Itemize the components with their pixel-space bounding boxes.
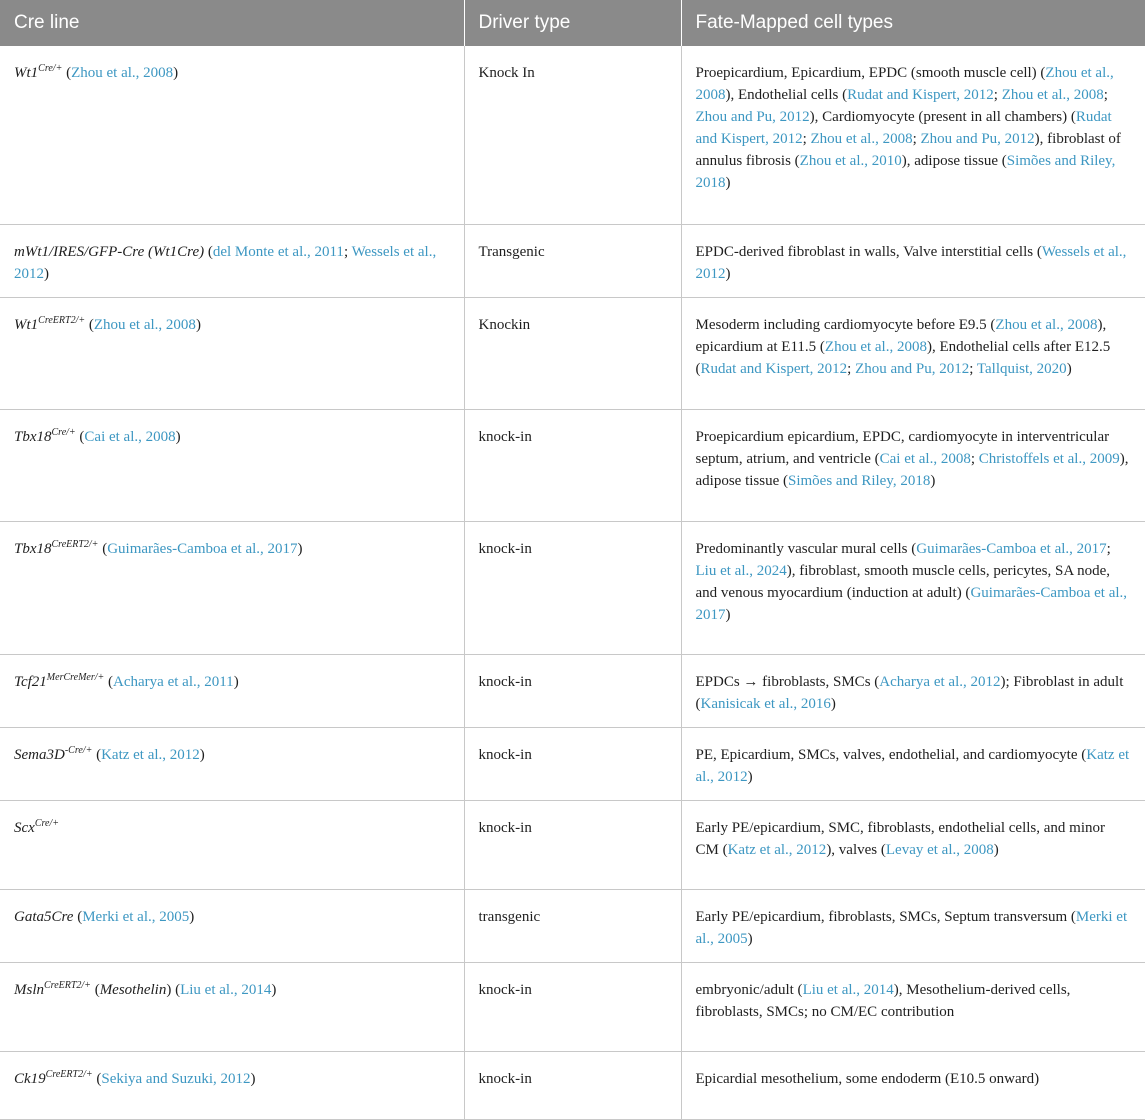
fate-text: ): [725, 606, 731, 623]
table-row: [0, 409, 1145, 521]
fate-mapped-cell: [681, 46, 1145, 224]
table-row: [0, 727, 1145, 800]
citation-link[interactable]: Guimarães-Camboa et al., 2017: [107, 540, 298, 557]
citation-link[interactable]: Zhou et al., 2008: [810, 131, 913, 147]
fate-text: ), valves (: [826, 841, 886, 858]
fate-text: ): [930, 472, 936, 489]
fate-text: ), Cardiomyocyte (present in all chambers) (: [809, 109, 1076, 125]
fate-text: ): [725, 175, 731, 191]
citation-link[interactable]: Merki et al., 2005: [695, 908, 1128, 947]
citation-link[interactable]: Katz et al., 2012: [101, 746, 200, 763]
citation-link[interactable]: Acharya et al., 2012: [879, 673, 1001, 690]
table-row: [0, 297, 1145, 409]
citation-link[interactable]: Merki et al., 2005: [82, 908, 190, 925]
fate-text: ), fibroblast, smooth muscle cells, pericytes, SA node, and venous myocardium (induction at adult) (: [695, 562, 1111, 601]
cre-line-cell: $Tbx18^{CreERT2/+}$ (Guimarães-Camboa et al., 2017): [0, 521, 464, 654]
fate-text: ): [747, 930, 753, 947]
cre-line-name: Sema3D: [14, 746, 65, 763]
citation-link[interactable]: Zhou et al., 2010: [799, 153, 902, 169]
driver-type-cell: knock-in: [464, 654, 681, 727]
cre-line-superscript: CreERT2/+: [51, 538, 99, 550]
cre-line-cell: Gata5Cre (Merki et al., 2005): [0, 889, 464, 962]
cre-line-superscript: -Cre/+: [64, 744, 93, 756]
fate-text: ): [747, 768, 753, 785]
fate-text: ;: [912, 131, 921, 147]
fate-text: embryonic/adult (: [695, 981, 803, 998]
cre-line-cell: [0, 800, 464, 889]
fate-text: ;: [847, 360, 856, 377]
citation-link[interactable]: Rudat and Kispert, 2012: [695, 109, 1112, 147]
citation-link[interactable]: Liu et al., 2024: [695, 562, 787, 579]
fate-text: ;: [802, 131, 811, 147]
citation-link[interactable]: Liu et al., 2014: [802, 981, 894, 998]
fate-text: ;: [970, 450, 979, 467]
cre-line-superscript: Cre/+: [51, 426, 76, 438]
fate-text: Early PE/epicardium, fibroblasts, SMCs, Septum transversum (: [695, 908, 1076, 925]
citation-link[interactable]: Zhou and Pu, 2012: [695, 109, 810, 125]
citation-link[interactable]: Cai et al., 2008: [879, 450, 971, 467]
fate-mapped-cell: [681, 297, 1145, 409]
fate-text: ), Mesothelium-derived cells, fibroblasts, SMCs; no CM/EC contribution: [695, 981, 1071, 1020]
table-row: [0, 962, 1145, 1051]
cre-line-cell: $Wt1^{Cre/+}$ (Zhou et al., 2008): [0, 46, 464, 224]
table-row: [0, 46, 1145, 224]
fate-text: EPDCs → fibroblasts, SMCs (: [695, 673, 880, 690]
driver-type-cell: knock-in: [464, 962, 681, 1051]
driver-type-cell: knock-in: [464, 800, 681, 889]
cre-line-name: mWt1/IRES/GFP-Cre (Wt1Cre): [14, 243, 205, 260]
cre-line-name: Wt1: [14, 316, 39, 333]
fate-text: ); Fibroblast in adult (: [695, 673, 1124, 712]
citation-link[interactable]: Katz et al., 2012: [727, 841, 827, 858]
citation-link[interactable]: Zhou et al., 2008: [695, 65, 1114, 103]
cre-line-cell: $Tbx18^{Cre/+}$ (Cai et al., 2008): [0, 409, 464, 521]
cre-line-cell: $Sema3D^{-Cre/+}$ (Katz et al., 2012): [0, 727, 464, 800]
cre-line-name: Tcf21: [14, 673, 47, 690]
fate-text: ), adipose tissue (: [901, 153, 1007, 169]
cre-line-name: Msln: [14, 981, 44, 998]
driver-type-cell: knock-in: [464, 727, 681, 800]
fate-text: EPDC-derived fibroblast in walls, Valve interstitial cells (: [695, 243, 1042, 260]
cre-line-name: Tbx18: [14, 540, 52, 557]
fate-text: ;: [969, 360, 977, 377]
cre-line-cell: Msln$^{CreERT2/+}$ (Mesothelin) (Liu et al., 2014): [0, 962, 464, 1051]
citation-link[interactable]: Zhou et al., 2008: [824, 338, 927, 355]
fate-text: PE, Epicardium, SMCs, valves, endothelial, and cardiomyocyte (: [695, 746, 1087, 763]
citation-link[interactable]: Sekiya and Suzuki, 2012: [101, 1070, 251, 1087]
citation-link[interactable]: Cai et al., 2008: [84, 428, 176, 445]
citation-link[interactable]: Zhou et al., 2008: [995, 316, 1098, 333]
fate-text: ), adipose tissue (: [695, 450, 1129, 489]
citation-link[interactable]: Zhou et al., 2008: [93, 316, 196, 333]
driver-type-cell: Knockin: [464, 297, 681, 409]
table-row: [0, 1051, 1145, 1119]
citation-link[interactable]: Zhou and Pu, 2012: [855, 360, 970, 377]
fate-text: Proepicardium, Epicardium, EPDC (smooth muscle cell) (: [695, 65, 1046, 81]
table-row: [0, 521, 1145, 654]
header-cre-line: Cre line: [0, 0, 464, 46]
fate-text: Predominantly vascular mural cells (: [695, 540, 917, 557]
driver-type-cell: Transgenic: [464, 224, 681, 297]
fate-text: ): [725, 265, 731, 282]
citation-link[interactable]: Kanisicak et al., 2016: [700, 695, 831, 712]
citation-link[interactable]: Katz et al., 2012: [695, 746, 1130, 785]
cre-line-superscript: CreERT2/+: [38, 314, 86, 326]
driver-type-cell: knock-in: [464, 409, 681, 521]
cre-line-cell: mWt1/IRES/GFP-Cre (Wt1Cre) (del Monte et al., 2011; Wessels et al., 2012): [0, 224, 464, 297]
cre-line-cell: $Tcf21^{MerCreMer/+}$ (Acharya et al., 2011): [0, 654, 464, 727]
cre-line-name: Gata5Cre: [14, 908, 74, 925]
fate-text: ): [993, 841, 999, 858]
cre-line-superscript: Cre/+: [34, 817, 59, 829]
cre-line-name: Scx: [14, 819, 35, 836]
citation-link[interactable]: Zhou et al., 2008: [1001, 87, 1104, 103]
citation-link[interactable]: Simões and Riley, 2018: [695, 153, 1116, 191]
citation-link[interactable]: Wessels et al., 2012: [695, 243, 1127, 282]
cre-line-superscript: MerCreMer/+: [46, 671, 105, 683]
cre-line-name: Ck19: [14, 1070, 46, 1087]
fate-text: ), Endothelial cells after E12.5 (: [695, 338, 1111, 377]
citation-link[interactable]: Levay et al., 2008: [885, 841, 994, 858]
driver-type-cell: Knock In: [464, 46, 681, 224]
citation-link[interactable]: Wessels et al., 2012: [14, 243, 437, 282]
citation-link[interactable]: Rudat and Kispert, 2012: [847, 87, 994, 103]
fate-mapped-cell: [681, 727, 1145, 800]
fate-text: Early PE/epicardium, SMC, fibroblasts, endothelial cells, and minor CM (: [695, 819, 1106, 858]
fate-text: Mesoderm including cardiomyocyte before E9.5 (: [695, 316, 996, 333]
fate-text: Proepicardium epicardium, EPDC, cardiomyocyte in interventricular septum, atrium, and ventricle (: [695, 428, 1110, 467]
driver-type-cell: transgenic: [464, 889, 681, 962]
fate-text: ): [830, 695, 836, 712]
citation-link[interactable]: Acharya et al., 2011: [113, 673, 234, 690]
cre-line-superscript: CreERT2/+: [44, 979, 91, 991]
fate-mapped-cell: [681, 800, 1145, 889]
citation-link[interactable]: Zhou and Pu, 2012: [920, 131, 1035, 147]
header-fate-mapped-cell-types: Fate-Mapped cell types: [681, 0, 1145, 46]
cre-line-superscript: Cre/+: [38, 63, 63, 74]
cre-line-superscript: CreERT2/+: [45, 1068, 93, 1080]
citation-link[interactable]: del Monte et al., 2011: [212, 243, 344, 260]
citation-link[interactable]: Tallquist, 2020: [976, 360, 1067, 377]
fate-text: ;: [993, 87, 1002, 103]
fate-mapped-cell: [681, 1051, 1145, 1119]
cre-line-name: Wt1: [14, 65, 39, 81]
cre-line-name: Tbx18: [14, 428, 52, 445]
cre-line-cell: $Ck19^{CreERT2/+}$ (Sekiya and Suzuki, 2012): [0, 1051, 464, 1119]
table-row: [0, 654, 1145, 727]
cre-line-cell: $Wt1^{CreERT2/+}$ (Zhou et al., 2008): [0, 297, 464, 409]
fate-mapped-cell: [681, 654, 1145, 727]
fate-text: ), Endothelial cells (: [725, 87, 848, 103]
citation-link[interactable]: Simões and Riley, 2018: [787, 472, 931, 489]
table-row: [0, 800, 1145, 889]
fate-mapped-cell: [681, 521, 1145, 654]
driver-type-cell: knock-in: [464, 521, 681, 654]
cre-line-alias: Mesothelin: [99, 981, 167, 998]
table-row: [0, 224, 1145, 297]
fate-text: ), fibroblast of annulus fibrosis (: [695, 131, 1121, 169]
citation-link[interactable]: Guimarães-Camboa et al., 2017: [916, 540, 1107, 557]
driver-type-cell: knock-in: [464, 1051, 681, 1119]
table-row: [0, 889, 1145, 962]
table-header-row: [0, 0, 1145, 46]
citation-link[interactable]: Rudat and Kispert, 2012: [700, 360, 848, 377]
fate-text: ;: [1103, 87, 1108, 103]
table-body: [0, 46, 1145, 1119]
header-driver-type: Driver type: [464, 0, 681, 46]
fate-mapped-cell: [681, 962, 1145, 1051]
fate-mapped-cell: [681, 224, 1145, 297]
fate-text: Epicardial mesothelium, some endoderm (E10.5 onward): [695, 1070, 1040, 1087]
fate-text: ), epicardium at E11.5 (: [695, 316, 1107, 355]
citation-link[interactable]: Liu et al., 2014: [180, 981, 272, 998]
citation-link[interactable]: Christoffels et al., 2009: [978, 450, 1120, 467]
citation-link[interactable]: Zhou et al., 2008: [71, 65, 174, 81]
fate-mapped-cell: [681, 889, 1145, 962]
fate-text: ;: [1106, 540, 1111, 557]
fate-text: ): [1066, 360, 1072, 377]
fate-mapped-cell: [681, 409, 1145, 521]
citation-link[interactable]: Guimarães-Camboa et al., 2017: [695, 584, 1128, 623]
